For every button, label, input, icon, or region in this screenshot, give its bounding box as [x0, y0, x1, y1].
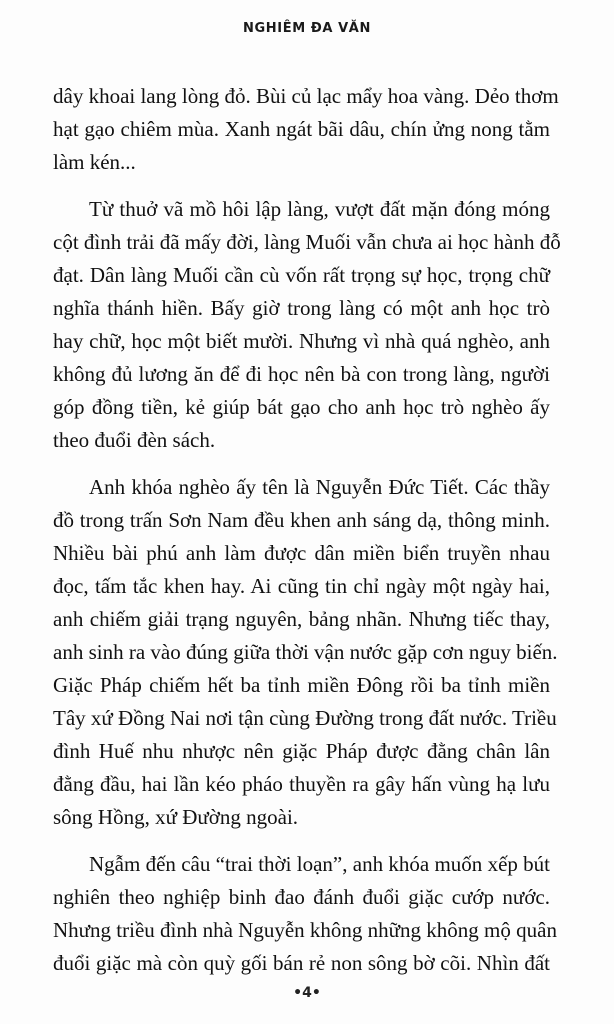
paragraph: [53, 80, 559, 179]
text-line: đình Huế nhu nhược nên giặc Pháp được đằng chân lân: [53, 739, 550, 763]
text-line: cột đình trải đã mấy đời, làng Muối vẫn chưa ai học hành đỗ: [53, 230, 561, 254]
paragraph: [53, 471, 558, 834]
page-number: •4•: [293, 985, 321, 1001]
text-line: sông Hồng, xứ Đường ngoài.: [53, 805, 299, 829]
text-line: đạt. Dân làng Muối cần cù vốn rất trọng sự học, trọng chữ: [53, 263, 550, 287]
text-line: Nhưng triều đình nhà Nguyễn không những không mộ quân: [53, 918, 557, 942]
text-line: anh chiếm giải trạng nguyên, bảng nhãn. Nhưng tiếc thay,: [53, 607, 550, 631]
text-line: theo đuổi đèn sách.: [53, 428, 216, 452]
running-header: NGHIÊM ĐA VĂN: [243, 21, 371, 36]
text-line: hay chữ, học một biết mười. Nhưng vì nhà quá nghèo, anh: [53, 329, 550, 353]
text-line: Tây xứ Đồng Nai nơi tận cùng Đường trong đất nước. Triều: [53, 706, 557, 730]
text-line: góp đồng tiền, kẻ giúp bát gạo cho anh học trò nghèo ấy: [53, 395, 550, 419]
text-line: đuổi giặc mà còn quỳ gối bán rẻ non sông bờ cõi. Nhìn đất: [53, 951, 550, 975]
text-line: anh sinh ra vào đúng giữa thời vận nước gặp cơn nguy biến.: [53, 640, 558, 664]
page-body: [53, 80, 561, 994]
text-line: đằng đầu, hai lần kéo pháo thuyền ra gây hấn vùng hạ lưu: [53, 772, 550, 796]
text-line: Nhiều bài phú anh làm được dân miền biển truyền nhau: [53, 541, 550, 565]
text-line: Giặc Pháp chiếm hết ba tỉnh miền Đông rồi ba tỉnh miền: [53, 673, 550, 697]
paragraph: [53, 193, 561, 457]
text-line: nghĩa thánh hiền. Bấy giờ trong làng có một anh học trò: [53, 296, 550, 320]
text-line: Từ thuở vã mồ hôi lập làng, vượt đất mặn đóng móng: [89, 197, 550, 221]
text-line: hạt gạo chiêm mùa. Xanh ngát bãi dâu, chín ửng nong tằm: [53, 117, 550, 141]
text-line: dây khoai lang lòng đỏ. Bùi củ lạc mẩy hoa vàng. Dẻo thơm: [53, 84, 559, 108]
text-line: làm kén...: [53, 150, 136, 174]
text-line: Anh khóa nghèo ấy tên là Nguyễn Đức Tiết. Các thầy: [89, 475, 550, 499]
paragraph: [53, 848, 557, 980]
text-line: không đủ lương ăn để đi học nên bà con trong làng, người: [53, 362, 550, 386]
text-line: đồ trong trấn Sơn Nam đều khen anh sáng dạ, thông minh.: [53, 508, 550, 532]
text-line: Ngẫm đến câu “trai thời loạn”, anh khóa muốn xếp bút: [89, 852, 550, 876]
text-line: đọc, tấm tắc khen hay. Ai cũng tin chỉ ngày một ngày hai,: [53, 574, 550, 598]
text-line: nghiên theo nghiệp binh đao đánh đuổi giặc cướp nước.: [53, 885, 550, 909]
